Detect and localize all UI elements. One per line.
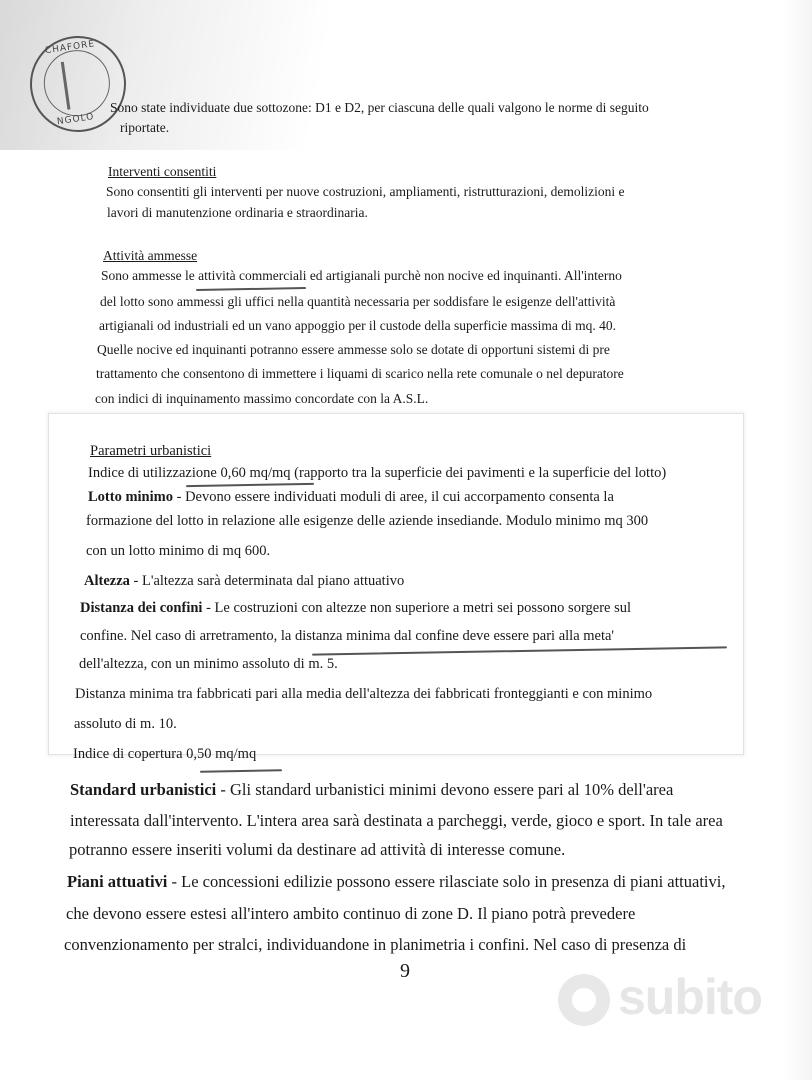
watermark-logo xyxy=(558,968,788,1038)
distanza-confini-text: - Le costruzioni con altezze non superiore a metri sei possono sorgere sul xyxy=(202,600,632,616)
lotto-minimo-label: Lotto minimo xyxy=(88,489,173,505)
parametri-indice-utilizzazione: Indice di utilizzazione 0,60 mq/mq (rapporto tra la superficie dei pavimenti e la superficie del lotto) xyxy=(88,465,667,481)
page-number: 9 xyxy=(400,960,410,982)
lotto-minimo-line xyxy=(88,489,614,506)
standard-urbanistici-label: Standard urbanistici xyxy=(70,780,217,799)
distanza-fabbricati-line-1: Distanza minima tra fabbricati pari alla media dell'altezza dei fabbricati fronteggianti e con minimo xyxy=(75,686,653,702)
altezza-label: Altezza xyxy=(84,573,130,589)
distanza-fabbricati-line-2: assoluto di m. 10. xyxy=(74,716,177,732)
distanza-confini-line xyxy=(80,600,631,617)
altezza-text: - L'altezza sarà determinata dal piano attuativo xyxy=(129,573,405,589)
scan-edge xyxy=(782,0,812,1080)
distanza-confini-line-2: confine. Nel caso di arretramento, la distanza minima dal confine deve essere pari alla meta' xyxy=(80,628,615,644)
piani-attuativi-line xyxy=(67,872,725,892)
stamp-text-top: CHAFORE xyxy=(44,39,96,57)
attivita-line-5: trattamento che consentono di immettere i liquami di scarico nella rete comunale o nel depuratore xyxy=(96,366,624,381)
standard-urbanistici-line-2: interessata dall'intervento. L'intera area sarà destinata a parcheggi, verde, gioco e sport. In tale area xyxy=(70,811,723,830)
intro-line-1: Sono state individuate due sottozone: D1 e D2, per ciascuna delle quali valgono le norme di seguito xyxy=(110,100,649,115)
handwritten-underline xyxy=(196,287,306,291)
attivita-line-6: con indici di inquinamento massimo concordate con la A.S.L. xyxy=(95,391,429,406)
standard-urbanistici-text: - Gli standard urbanistici minimi devono essere pari al 10% dell'area xyxy=(216,780,674,799)
lotto-minimo-line-3: con un lotto minimo di mq 600. xyxy=(86,543,271,559)
stamp-text-bottom: NGOLO xyxy=(56,112,96,128)
watermark-text: subito xyxy=(618,969,762,1025)
distanza-confini-line-3: dell'altezza, con un minimo assoluto di m. 5. xyxy=(79,656,338,672)
piani-attuativi-text: - Le concessioni edilizie possono essere rilasciate solo in presenza di piani attuativi, xyxy=(167,872,726,891)
distanza-confini-label: Distanza dei confini xyxy=(80,600,203,616)
attivita-line-4: Quelle nocive ed inquinanti potranno essere ammesse solo se dotate di opportuni sistemi di pre xyxy=(97,342,610,357)
intro-line-2: riportate. xyxy=(120,120,170,135)
standard-urbanistici-line xyxy=(70,780,673,800)
altezza-line xyxy=(84,573,404,590)
heading-parametri: Parametri urbanistici xyxy=(90,443,212,459)
heading-interventi: Interventi consentiti xyxy=(108,164,217,179)
attivita-line-2: del lotto sono ammessi gli uffici nella quantità necessaria per soddisfare le esigenze dell'attività xyxy=(100,294,616,309)
attivita-line-3: artigianali od industriali ed un vano appoggio per il custode della superficie massima di mq. 40. xyxy=(99,318,617,333)
handwritten-underline xyxy=(200,769,282,772)
indice-copertura: Indice di copertura 0,50 mq/mq xyxy=(73,746,257,762)
piani-attuativi-line-2: che devono essere estesi all'intero ambito continuo di zone D. Il piano potrà prevedere xyxy=(66,904,636,923)
subito-logo-icon xyxy=(558,974,610,1026)
lotto-minimo-text: - Devono essere individuati moduli di aree, il cui accorpamento consenta la xyxy=(172,489,614,505)
piani-attuativi-line-3: convenzionamento per stralci, individuandone in planimetria i confini. Nel caso di presenza di xyxy=(64,935,687,954)
heading-attivita: Attività ammesse xyxy=(103,248,198,263)
standard-urbanistici-line-3: potranno essere inseriti volumi da destinare ad attività di interesse comune. xyxy=(69,840,566,859)
interventi-line-2: lavori di manutenzione ordinaria e straordinaria. xyxy=(107,205,368,220)
attivita-line-1: Sono ammesse le attività commerciali ed artigianali purchè non nocive ed inquinanti. All'interno xyxy=(101,268,622,283)
interventi-line-1: Sono consentiti gli interventi per nuove costruzioni, ampliamenti, ristrutturazioni, demolizioni e xyxy=(106,184,625,199)
piani-attuativi-label: Piani attuativi xyxy=(67,872,168,891)
lotto-minimo-line-2: formazione del lotto in relazione alle esigenze delle aziende insediande. Modulo minimo mq 300 xyxy=(86,513,649,529)
